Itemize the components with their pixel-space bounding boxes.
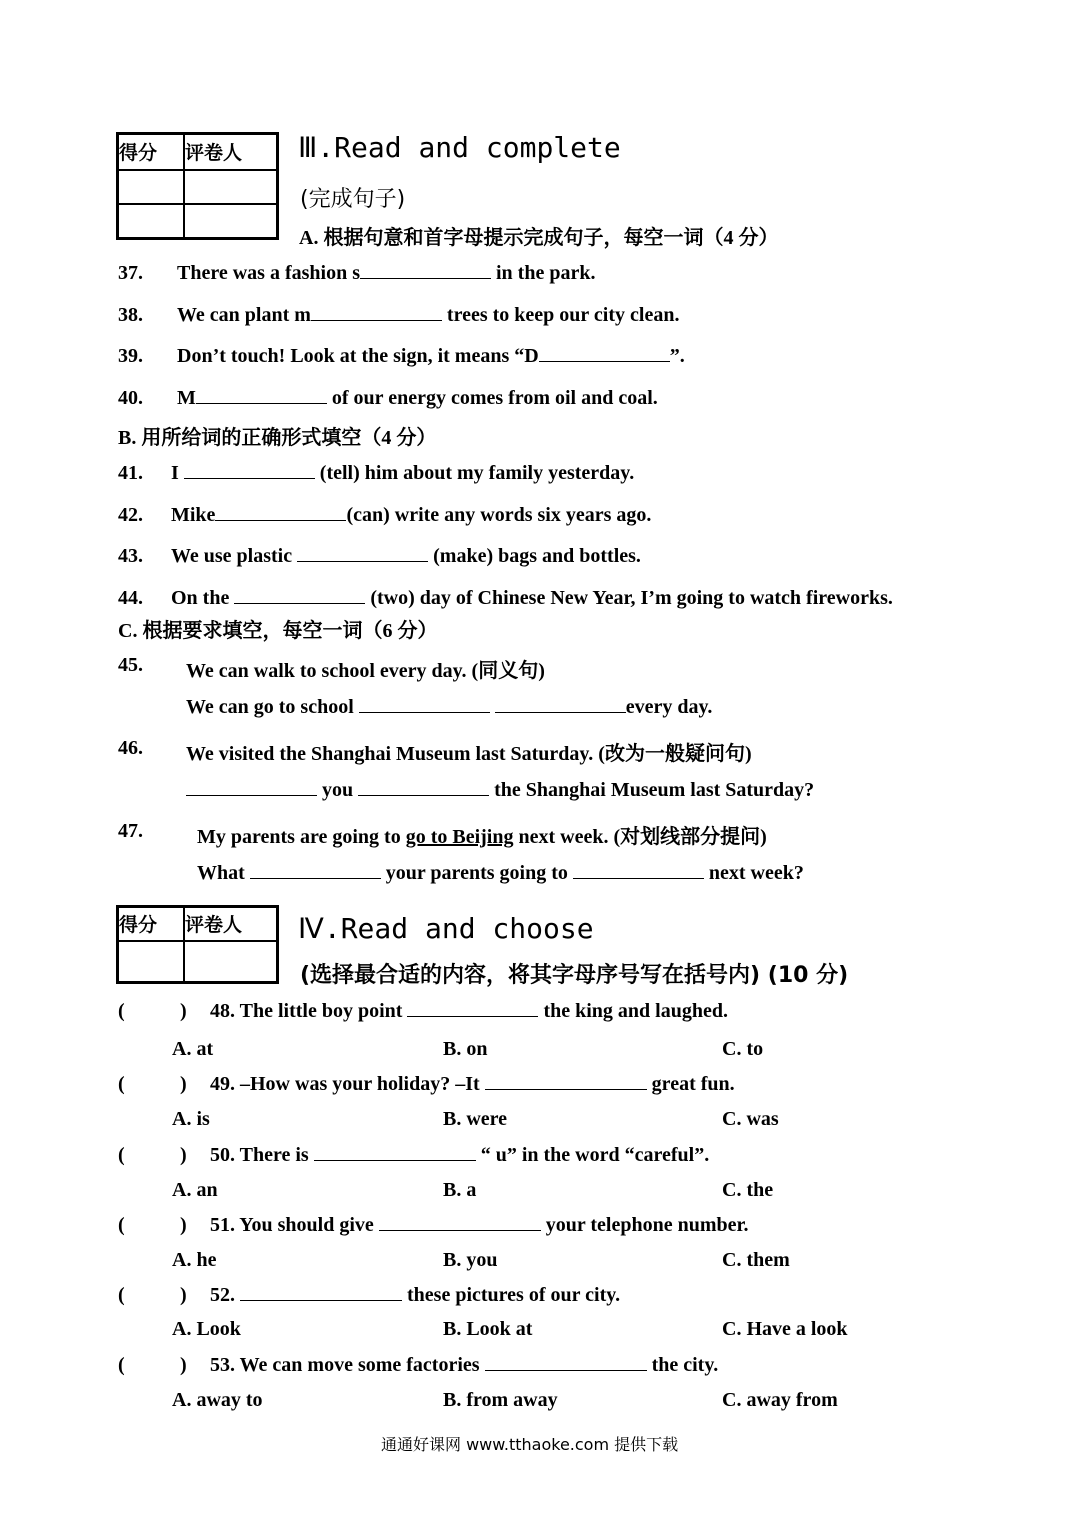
question-46-answer-line xyxy=(186,779,814,802)
answer-blank xyxy=(485,1354,647,1371)
answer-paren-open[interactable]: ( xyxy=(118,1144,125,1166)
option-b[interactable]: B. on xyxy=(443,1038,488,1060)
question-text: 50. There is “ u” in the word “careful”. xyxy=(210,1144,710,1166)
question-38 xyxy=(118,304,679,327)
score-cell[interactable] xyxy=(118,941,185,983)
question-text: Don’t touch! Look at the sign, it means “D xyxy=(177,345,539,367)
question-text: (tell) him about my family yesterday. xyxy=(314,462,635,484)
question-47-answer-line xyxy=(197,862,804,885)
question-text: On the xyxy=(171,587,235,609)
score-cell[interactable] xyxy=(118,204,185,238)
question-text: We use plastic xyxy=(171,545,298,567)
question-text: M xyxy=(177,387,196,409)
question-number: 43. xyxy=(118,545,143,567)
question-number: 44. xyxy=(118,587,143,609)
option-b[interactable]: B. a xyxy=(443,1179,477,1201)
question-44 xyxy=(118,587,893,610)
question-number: 47. xyxy=(118,820,143,842)
question-text: you xyxy=(317,779,359,801)
grader-cell[interactable] xyxy=(184,941,278,983)
question-text: the Shanghai Museum last Saturday? xyxy=(489,779,815,801)
option-b[interactable]: B. Look at xyxy=(443,1318,533,1340)
question-number: 46. xyxy=(118,737,143,759)
option-b[interactable]: B. from away xyxy=(443,1389,558,1411)
option-a[interactable]: A. an xyxy=(172,1179,218,1201)
underlined-phrase: go to Beijing xyxy=(405,826,514,848)
question-text: 48. The little boy point the king and laughed. xyxy=(210,1000,728,1022)
answer-blank[interactable] xyxy=(297,545,428,562)
question-number: 37. xyxy=(118,262,143,284)
score-box-section3 xyxy=(116,132,279,240)
question-text: trees to keep our city clean. xyxy=(441,304,680,326)
question-45-prompt: We can walk to school every day. (同义句) xyxy=(186,660,545,682)
question-number: 39. xyxy=(118,345,143,367)
question-number: 40. xyxy=(118,387,143,409)
answer-blank xyxy=(485,1073,647,1090)
option-c[interactable]: C. them xyxy=(722,1249,790,1271)
question-text: (make) bags and bottles. xyxy=(428,545,641,567)
question-46-prompt: We visited the Shanghai Museum last Saturday. (改为一般疑问句) xyxy=(186,743,752,765)
option-b[interactable]: B. were xyxy=(443,1108,508,1130)
answer-blank[interactable] xyxy=(573,862,704,879)
question-37 xyxy=(118,262,595,285)
grader-label: 评卷人 xyxy=(184,134,278,170)
grader-label: 评卷人 xyxy=(184,907,278,941)
option-a[interactable]: A. at xyxy=(172,1038,214,1060)
score-label: 得分 xyxy=(118,134,185,170)
answer-blank[interactable] xyxy=(359,696,490,713)
question-text: your parents going to xyxy=(380,862,573,884)
option-c[interactable]: C. Have a look xyxy=(722,1318,848,1340)
answer-blank[interactable] xyxy=(311,304,442,321)
question-40 xyxy=(118,387,658,410)
question-text: (can) write any words six years ago. xyxy=(346,504,652,526)
question-text: We can go to school xyxy=(186,696,359,718)
question-text: I xyxy=(171,462,184,484)
grader-cell[interactable] xyxy=(184,170,278,204)
question-text: My parents are going to xyxy=(197,826,406,848)
question-text: next week? xyxy=(703,862,804,884)
section4-subtitle: (选择最合适的内容，将其字母序号写在括号内) (10 分) xyxy=(300,963,849,988)
answer-blank[interactable] xyxy=(196,387,327,404)
answer-paren-open[interactable]: ( xyxy=(118,1214,125,1236)
question-text: What xyxy=(197,862,250,884)
option-a[interactable]: A. away to xyxy=(172,1389,263,1411)
option-a[interactable]: A. he xyxy=(172,1249,217,1271)
part-b-heading: B. 用所给词的正确形式填空（4 分） xyxy=(118,427,437,449)
question-text: 49. –How was your holiday? –It great fun. xyxy=(210,1073,735,1095)
question-number: 38. xyxy=(118,304,143,326)
answer-paren-close: ) xyxy=(180,1000,187,1022)
option-c[interactable]: C. the xyxy=(722,1179,774,1201)
question-number: 45. xyxy=(118,654,143,676)
score-label: 得分 xyxy=(118,907,185,941)
option-c[interactable]: C. away from xyxy=(722,1389,838,1411)
score-box-section4 xyxy=(116,905,279,984)
answer-paren-open[interactable]: ( xyxy=(118,1000,125,1022)
answer-blank[interactable] xyxy=(186,779,317,796)
answer-paren-open[interactable]: ( xyxy=(118,1284,125,1306)
question-number: 42. xyxy=(118,504,143,526)
question-text: Mike xyxy=(171,504,216,526)
answer-blank[interactable] xyxy=(358,779,489,796)
question-42 xyxy=(118,504,651,527)
question-text: in the park. xyxy=(491,262,596,284)
grader-cell[interactable] xyxy=(184,204,278,238)
answer-blank[interactable] xyxy=(360,262,491,279)
question-39 xyxy=(118,345,685,368)
answer-paren-close: ) xyxy=(180,1144,187,1166)
answer-paren-close: ) xyxy=(180,1354,187,1376)
section3-subtitle: (完成句子) xyxy=(300,187,406,212)
question-text: We can plant m xyxy=(177,304,311,326)
question-text: every day. xyxy=(625,696,713,718)
answer-blank[interactable] xyxy=(250,862,381,879)
question-text: next week. (对划线部分提问) xyxy=(513,826,767,848)
option-c[interactable]: C. to xyxy=(722,1038,764,1060)
question-41 xyxy=(118,462,634,485)
section4-title: Ⅳ.Read and choose xyxy=(298,912,594,945)
answer-blank[interactable] xyxy=(184,462,315,479)
answer-blank[interactable] xyxy=(215,504,346,521)
question-number: 41. xyxy=(118,462,143,484)
question-45-answer-line xyxy=(186,696,712,719)
option-b[interactable]: B. you xyxy=(443,1249,498,1271)
answer-blank xyxy=(240,1284,402,1301)
option-c[interactable]: C. was xyxy=(722,1108,779,1130)
question-text: 51. You should give your telephone number. xyxy=(210,1214,749,1236)
option-a[interactable]: A. Look xyxy=(172,1318,241,1340)
page-footer: 通通好课网 www.tthaoke.com 提供下载 xyxy=(381,1435,679,1454)
answer-paren-close: ) xyxy=(180,1284,187,1306)
score-cell[interactable] xyxy=(118,170,185,204)
question-text: of our energy comes from oil and coal. xyxy=(326,387,658,409)
option-a[interactable]: A. is xyxy=(172,1108,210,1130)
answer-paren-close: ) xyxy=(180,1214,187,1236)
question-43 xyxy=(118,545,641,568)
answer-paren-open[interactable]: ( xyxy=(118,1073,125,1095)
question-text: (two) day of Chinese New Year, I’m going to watch fireworks. xyxy=(365,587,893,609)
part-c-heading: C. 根据要求填空，每空一词（6 分） xyxy=(118,620,438,642)
answer-blank[interactable] xyxy=(539,345,670,362)
answer-paren-open[interactable]: ( xyxy=(118,1354,125,1376)
answer-blank[interactable] xyxy=(234,587,365,604)
question-text: 52. these pictures of our city. xyxy=(210,1284,621,1306)
question-text: There was a fashion s xyxy=(177,262,360,284)
question-47-prompt xyxy=(197,820,767,849)
answer-blank xyxy=(379,1214,541,1231)
answer-blank xyxy=(407,1000,538,1017)
answer-blank[interactable] xyxy=(495,696,626,713)
answer-blank xyxy=(314,1144,476,1161)
answer-paren-close: ) xyxy=(180,1073,187,1095)
question-text: ”. xyxy=(669,345,685,367)
part-a-heading: A. 根据句意和首字母提示完成句子，每空一词（4 分） xyxy=(299,227,779,249)
question-text: 53. We can move some factories the city. xyxy=(210,1354,719,1376)
section3-title: Ⅲ.Read and complete xyxy=(298,131,621,164)
